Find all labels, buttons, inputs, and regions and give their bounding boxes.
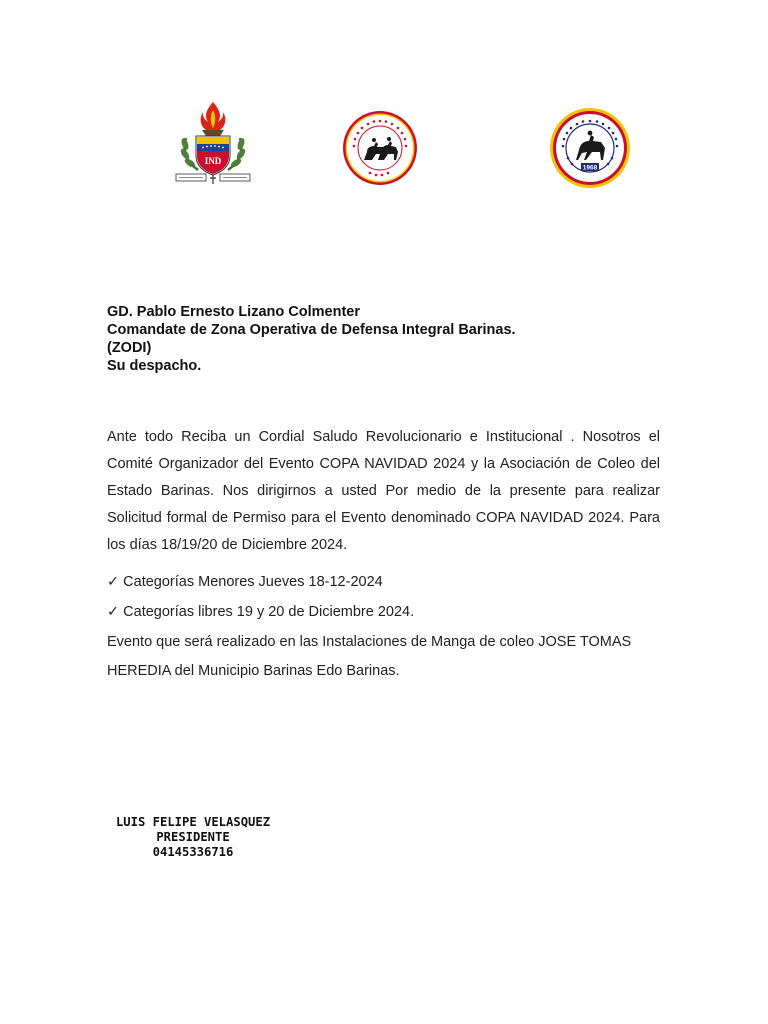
list-item xyxy=(107,569,667,599)
check-mark-icon: ✓ xyxy=(107,574,120,590)
list-item-text: Categorías libres 19 y 20 de Diciembre 2024. xyxy=(123,604,415,620)
closing-paragraph xyxy=(107,628,667,686)
list-item xyxy=(107,599,667,629)
svg-text:1968: 1968 xyxy=(582,164,598,172)
signer-phone: 04145336716 xyxy=(152,845,234,859)
recipient-unit: (ZODI) xyxy=(107,340,152,356)
ind-logo-icon xyxy=(172,98,254,188)
recipient-salutation: Su despacho. xyxy=(107,358,202,374)
check-mark-icon: ✓ xyxy=(107,604,120,620)
list-item-text: Categorías Menores Jueves 18-12-2024 xyxy=(123,574,383,590)
body-paragraph: Ante todo Reciba un Cordial Saludo Revolucionario e Institucional . Nosotros el Comité Organizador del Evento COPA NAVIDAD 2024 y la Asociación de Coleo del Estado Barinas. Nos dirigirnos a usted Por medio de la presente para realizar Solicitud formal de Permiso para el Evento denominado COPA NAVIDAD 2024. Para los días 18/19/20 de Diciembre 2024. xyxy=(107,429,660,553)
signature-block xyxy=(107,815,279,860)
logo-row xyxy=(0,96,768,196)
svg-text:IND: IND xyxy=(204,156,222,166)
category-list xyxy=(107,569,667,629)
recipient-name: GD. Pablo Ernesto Lizano Colmenter xyxy=(107,304,360,320)
closing-line: Evento que será realizado en las Instalaciones de Manga de coleo JOSE TOMAS xyxy=(107,634,632,650)
closing-line: HEREDIA del Municipio Barinas Edo Barinas. xyxy=(107,663,400,679)
recipient-block xyxy=(107,303,667,375)
federacion-coleo-logo-icon xyxy=(340,108,420,188)
asociacion-coleo-barinas-logo-icon xyxy=(548,106,632,190)
signer-title: PRESIDENTE xyxy=(156,830,230,844)
recipient-position: Comandate de Zona Operativa de Defensa Integral Barinas. xyxy=(107,322,516,338)
signer-name: LUIS FELIPE VELASQUEZ xyxy=(115,815,271,829)
